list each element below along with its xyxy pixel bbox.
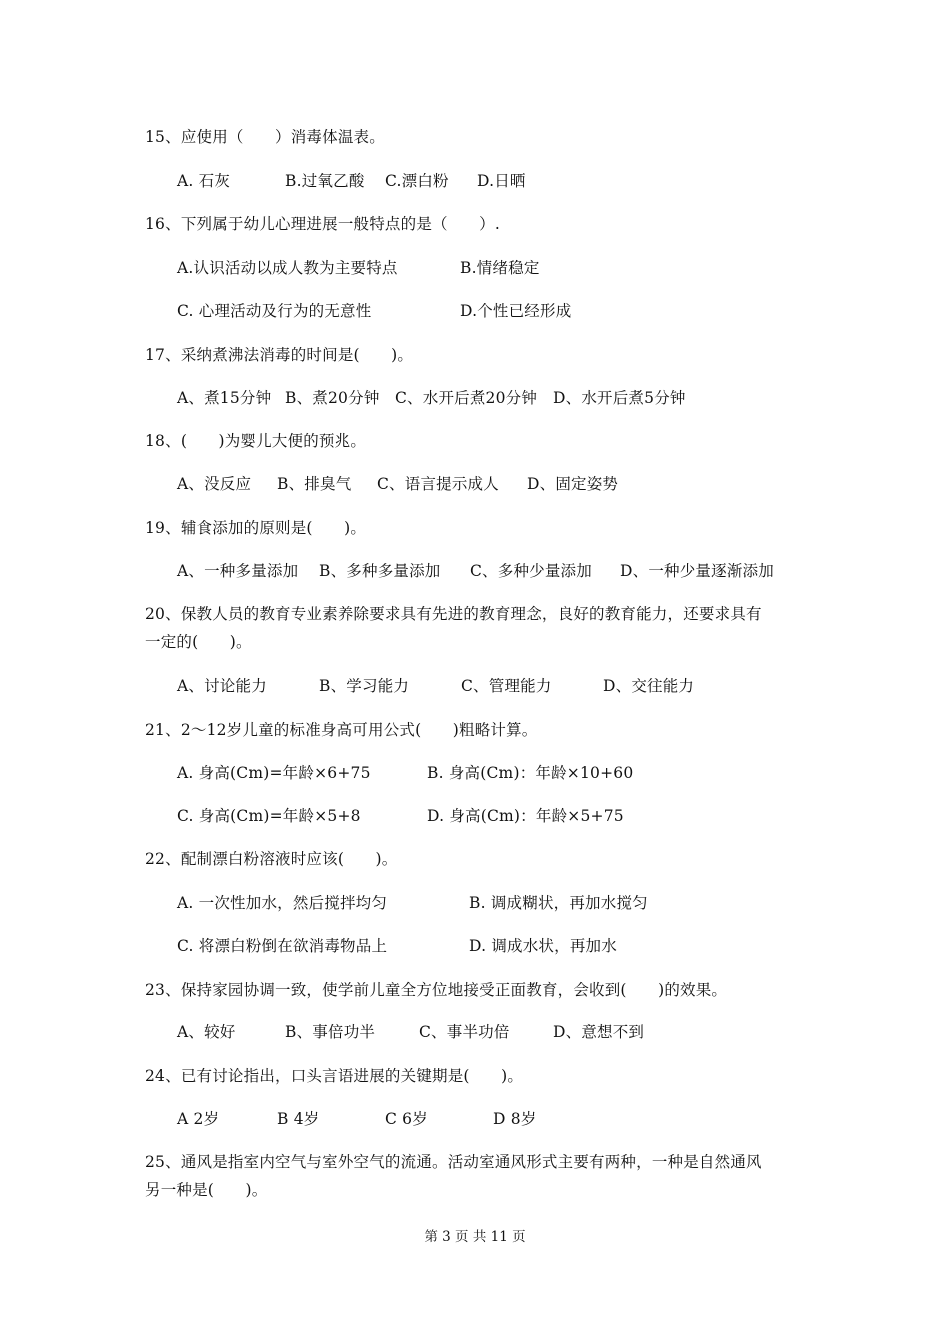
answer-option: B、学习能力 xyxy=(319,677,410,695)
answer-option: C. 将漂白粉倒在欲消毒物品上 xyxy=(177,937,388,955)
answer-option: D.日晒 xyxy=(477,172,526,190)
question-stem: 25、通风是指室内空气与室外空气的流通。活动室通风形式主要有两种，一种是自然通风 xyxy=(145,1153,762,1171)
answer-option: D 8岁 xyxy=(493,1110,537,1128)
answer-option: B、多种多量添加 xyxy=(319,562,441,580)
answer-option: C、事半功倍 xyxy=(419,1023,510,1041)
option-row xyxy=(177,893,950,913)
answer-option: B、煮20分钟 xyxy=(285,389,380,407)
answer-option: C 6岁 xyxy=(385,1110,428,1128)
option-row xyxy=(177,474,950,494)
question-stem: 一定的( )。 xyxy=(145,633,252,651)
answer-option: B.情绪稳定 xyxy=(460,259,540,277)
answer-option: B. 身高(Cm)：年龄×10+60 xyxy=(427,764,634,782)
option-row xyxy=(177,561,950,581)
option-row xyxy=(177,388,950,408)
answer-option: C、多种少量添加 xyxy=(470,562,592,580)
answer-option: C.漂白粉 xyxy=(385,172,449,190)
question-stem: 18、( )为婴儿大便的预兆。 xyxy=(145,432,367,450)
question-stem: 20、保教人员的教育专业素养除要求具有先进的教育理念，良好的教育能力，还要求具有 xyxy=(145,605,762,623)
option-row xyxy=(177,1022,950,1042)
answer-option: A. 身高(Cm)=年龄×6+75 xyxy=(177,764,371,782)
answer-option: C. 心理活动及行为的无意性 xyxy=(177,302,372,320)
answer-option: C、语言提示成人 xyxy=(377,475,499,493)
option-row xyxy=(177,171,950,191)
option-row xyxy=(177,763,950,783)
answer-option: C、管理能力 xyxy=(461,677,552,695)
answer-option: B 4岁 xyxy=(277,1110,320,1128)
answer-option: A、煮15分钟 xyxy=(177,389,272,407)
answer-option: D、固定姿势 xyxy=(527,475,619,493)
answer-option: D、水开后煮5分钟 xyxy=(553,389,686,407)
question-stem: 19、辅食添加的原则是( )。 xyxy=(145,519,367,537)
answer-option: A 2岁 xyxy=(177,1110,220,1128)
answer-option: B、排臭气 xyxy=(277,475,352,493)
option-row xyxy=(177,936,950,956)
answer-option: A、较好 xyxy=(177,1023,236,1041)
page-footer: 第 3 页 共 11 页 xyxy=(424,1229,526,1245)
answer-option: A.认识活动以成人教为主要特点 xyxy=(177,259,398,277)
option-row xyxy=(177,676,950,696)
answer-option: D. 调成水状，再加水 xyxy=(469,937,617,955)
question-stem: 21、2～12岁儿童的标准身高可用公式( )粗略计算。 xyxy=(145,721,538,739)
answer-option: B. 调成糊状，再加水搅匀 xyxy=(469,894,648,912)
answer-option: B.过氧乙酸 xyxy=(285,172,365,190)
answer-option: B、事倍功半 xyxy=(285,1023,376,1041)
answer-option: D、一种少量逐渐添加 xyxy=(620,562,774,580)
answer-option: D、意想不到 xyxy=(553,1023,645,1041)
question-stem: 15、应使用（ ）消毒体温表。 xyxy=(145,128,385,146)
answer-option: C、水开后煮20分钟 xyxy=(395,389,538,407)
answer-option: C. 身高(Cm)=年龄×5+8 xyxy=(177,807,361,825)
option-row xyxy=(177,1109,950,1129)
option-row xyxy=(177,258,950,278)
answer-option: A、没反应 xyxy=(177,475,252,493)
answer-option: D、交往能力 xyxy=(603,677,695,695)
option-row xyxy=(177,301,950,321)
question-stem: 22、配制漂白粉溶液时应该( )。 xyxy=(145,850,398,868)
answer-option: A、一种多量添加 xyxy=(177,562,299,580)
option-row xyxy=(177,806,950,826)
answer-option: D.个性已经形成 xyxy=(460,302,572,320)
answer-option: A. 一次性加水，然后搅拌均匀 xyxy=(177,894,388,912)
question-stem: 17、采纳煮沸法消毒的时间是( )。 xyxy=(145,346,414,364)
question-stem: 16、下列属于幼儿心理进展一般特点的是（ ）. xyxy=(145,215,500,233)
question-stem: 24、已有讨论指出，口头言语进展的关键期是( )。 xyxy=(145,1067,524,1085)
question-stem: 另一种是( )。 xyxy=(145,1181,268,1199)
question-stem: 23、保持家园协调一致，使学前儿童全方位地接受正面教育，会收到( )的效果。 xyxy=(145,981,728,999)
answer-option: A. 石灰 xyxy=(177,172,231,190)
answer-option: A、讨论能力 xyxy=(177,677,267,695)
answer-option: D. 身高(Cm)：年龄×5+75 xyxy=(427,807,624,825)
